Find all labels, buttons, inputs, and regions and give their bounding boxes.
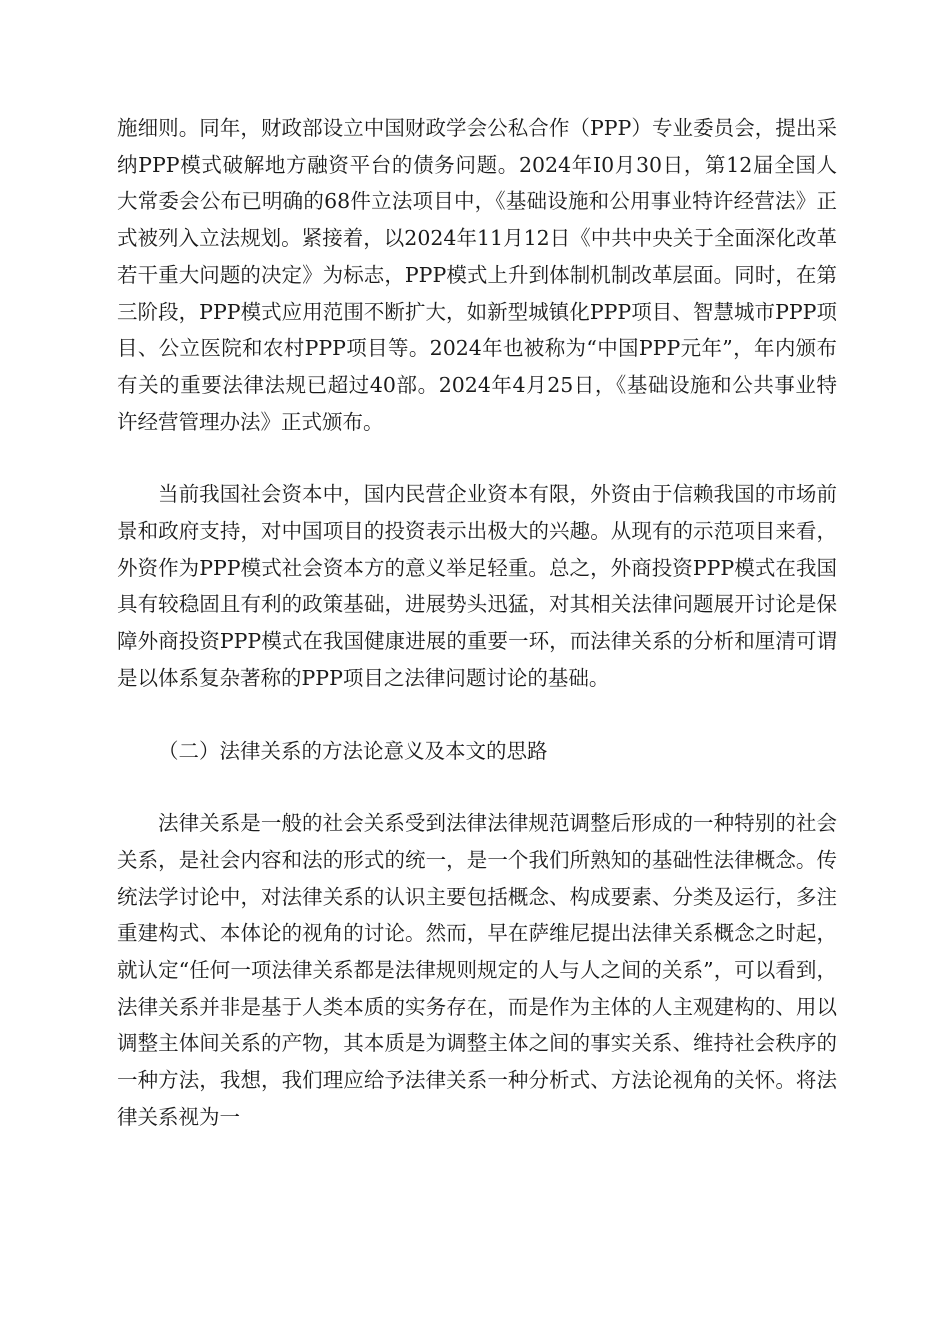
- paragraph-legal-relationship: 法律关系是一般的社会关系受到法律法律规范调整后形成的一种特别的社会关系，是社会内容和法的形式的统一，是一个我们所熟知的基础性法律概念。传统法学讨论中，对法律关系的认识主要包括概念、构成要素、分类及运行，多注重建构式、本体论的视角的讨论。然而，早在萨维尼提出法律关系概念之时起，就认定“任何一项法律关系都是法律规则规定的人与人之间的关系”，可以看到，法律关系并非是基于人类本质的实务存在，而是作为主体的人主观建构的、用以调整主体间关系的产物，其本质是为调整主体之间的事实关系、维持社会秩序的一种方法，我想，我们理应给予法律关系一种分析式、方法论视角的关怀。将法律关系视为一: [117, 811, 837, 1129]
- paragraph-ppp-history: 施细则。同年，财政部设立中国财政学会公私合作（PPP）专业委员会，提出采纳PPP模式破解地方融资平台的债务问题。2024年I0月30日，第12届全国人大常委会公布已明确的68件立法项目中，《基础设施和公用事业特许经营法》正式被列入立法规划。紧接着，以2024年11月12日《中共中央关于全面深化改革若干重大问题的决定》为标志，PPP模式上升到体制机制改革层面。同时，在第三阶段，PPP模式应用范围不断扩大，如新型城镇化PPP项目、智慧城市PPP项目、公立医院和农村PPP项目等。2024年也被称为“中国PPP元年”，年内颁布有关的重要法律法规已超过40部。2024年4月25日，《基础设施和公共事业特许经营管理办法》正式颁布。: [117, 116, 837, 434]
- document-body: [117, 110, 837, 1136]
- section-heading: （二）法律关系的方法论意义及本文的思路: [158, 738, 548, 763]
- paragraph-foreign-capital: 当前我国社会资本中，国内民营企业资本有限，外资由于信赖我国的市场前景和政府支持，对中国项目的投资表示出极大的兴趣。从现有的示范项目来看，外资作为PPP模式社会资本方的意义举足轻重。总之，外商投资PPP模式在我国具有较稳固且有利的政策基础，进展势头迅猛，对其相关法律问题展开讨论是保障外商投资PPP模式在我国健康进展的重要一环，而法律关系的分析和厘清可谓是以体系复杂著称的PPP项目之法律问题讨论的基础。: [117, 482, 837, 690]
